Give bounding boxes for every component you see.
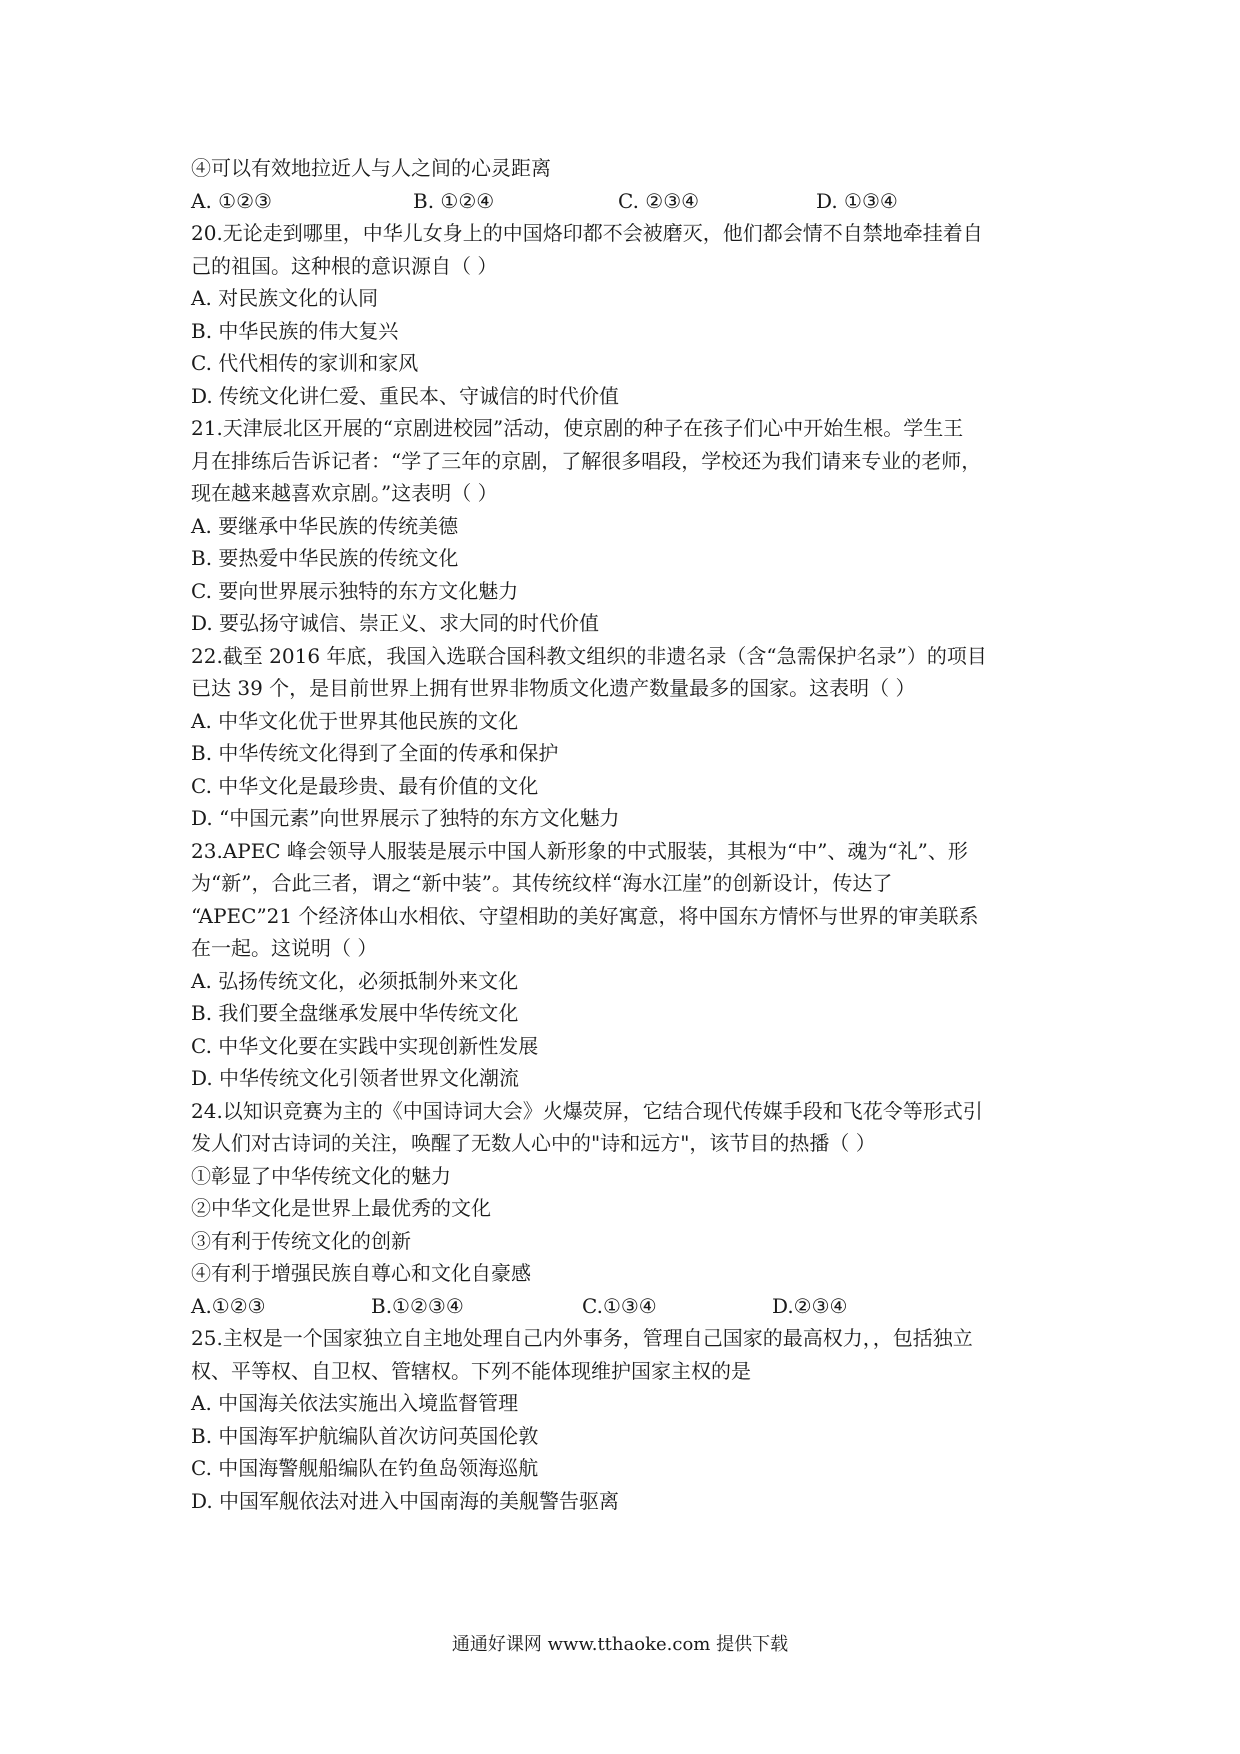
text-line: B. 中国海军护航编队首次访问英国伦敦 — [191, 1423, 539, 1448]
text-line: D. 要弘扬守诚信、崇正义、求大同的时代价值 — [191, 611, 600, 635]
text-line: ④可以有效地拉近人与人之间的心灵距离 — [191, 156, 551, 180]
text-line: A. 要继承中华民族的传统美德 — [191, 513, 459, 538]
text-line: C. 中华文化是最珍贵、最有价值的文化 — [191, 773, 539, 798]
answer-option: A.①②③ — [191, 1293, 266, 1318]
text-line: C. 代代相传的家训和家风 — [191, 351, 419, 375]
text-line: B. 中华民族的伟大复兴 — [191, 318, 399, 343]
answer-option: C. ②③④ — [618, 188, 700, 213]
text-line: 25.主权是一个国家独立自主地处理自己内外事务，管理自己国家的最高权力，，包括独立 — [191, 1326, 973, 1350]
text-line: B. 我们要全盘继承发展中华传统文化 — [191, 1001, 519, 1025]
text-line: 现在越来越喜欢京剧。”这表明（ ） — [191, 481, 498, 505]
text-line: D. “中国元素”向世界展示了独特的东方文化魅力 — [191, 806, 620, 830]
answer-option: B. ①②④ — [413, 188, 495, 213]
answer-option: A. ①②③ — [191, 188, 272, 213]
answer-option: D. ①③④ — [816, 188, 898, 213]
text-line: A. 中华文化优于世界其他民族的文化 — [191, 708, 519, 733]
text-line: 在一起。这说明（ ） — [191, 936, 378, 960]
footer-watermark: 通通好课网 www.tthaoke.com 提供下载 — [451, 1634, 789, 1655]
text-line: 权、平等权、自卫权、管辖权。下列不能体现维护国家主权的是 — [191, 1358, 751, 1383]
text-line: C. 中华文化要在实践中实现创新性发展 — [191, 1033, 539, 1058]
answer-option: B.①②③④ — [371, 1293, 464, 1318]
text-line: A. 弘扬传统文化，必须抵制外来文化 — [191, 968, 519, 993]
text-line: 24.以知识竞赛为主的《中国诗词大会》火爆荧屏，它结合现代传媒手段和飞花令等形式引 — [191, 1098, 983, 1123]
text-line: D. 中国军舰依法对进入中国南海的美舰警告驱离 — [191, 1488, 620, 1513]
answer-options-row — [191, 1290, 1071, 1323]
text-line: 21.天津辰北区开展的“京剧进校园”活动，使京剧的种子在孩子们心中开始生根。学生王 — [191, 416, 964, 440]
text-line: 20.无论走到哪里，中华儿女身上的中国烙印都不会被磨灭，他们都会情不自禁地牵挂着自 — [191, 221, 983, 245]
answer-option: D.②③④ — [772, 1293, 848, 1318]
text-line: D. 中华传统文化引领者世界文化潮流 — [191, 1066, 520, 1090]
text-line: B. 中华传统文化得到了全面的传承和保护 — [191, 741, 559, 765]
text-line: 22.截至 2016 年底，我国入选联合国科教文组织的非遗名录（含“急需保护名录”）的项目 — [191, 643, 987, 668]
text-line: “APEC”21 个经济体山水相依、守望相助的美好寓意，将中国东方情怀与世界的审美联系 — [191, 903, 979, 928]
answer-options-row — [191, 185, 1071, 218]
text-line: C. 中国海警舰船编队在钓鱼岛领海巡航 — [191, 1456, 539, 1480]
text-line: ③有利于传统文化的创新 — [191, 1228, 411, 1253]
text-line: 发人们对古诗词的关注，唤醒了无数人心中的"诗和远方"，该节目的热播（ ） — [191, 1131, 876, 1155]
text-line: B. 要热爱中华民族的传统文化 — [191, 546, 459, 570]
answer-option: C.①③④ — [582, 1293, 657, 1318]
question-content — [191, 152, 1071, 1517]
text-line: C. 要向世界展示独特的东方文化魅力 — [191, 578, 519, 603]
text-line: A. 中国海关依法实施出入境监督管理 — [191, 1391, 519, 1415]
text-line: A. 对民族文化的认同 — [191, 286, 379, 310]
text-line: ①彰显了中华传统文化的魅力 — [191, 1163, 451, 1188]
text-line: 月在排练后告诉记者：“学了三年的京剧，了解很多唱段，学校还为我们请来专业的老师， — [191, 448, 982, 473]
text-line: ④有利于增强民族自尊心和文化自豪感 — [191, 1261, 531, 1285]
text-line: 已达 39 个，是目前世界上拥有世界非物质文化遗产数量最多的国家。这表明（ ） — [191, 676, 916, 700]
text-line: ②中华文化是世界上最优秀的文化 — [191, 1196, 491, 1220]
text-line: 23.APEC 峰会领导人服装是展示中国人新形象的中式服装，其根为“中”、魂为“礼”、形 — [191, 838, 968, 863]
text-line: 己的祖国。这种根的意识源自（ ） — [191, 253, 498, 278]
text-line: 为“新”，合此三者，谓之“新中装”。其传统纹样“海水江崖”的创新设计，传达了 — [191, 871, 893, 895]
text-line: D. 传统文化讲仁爱、重民本、守诚信的时代价值 — [191, 383, 620, 408]
